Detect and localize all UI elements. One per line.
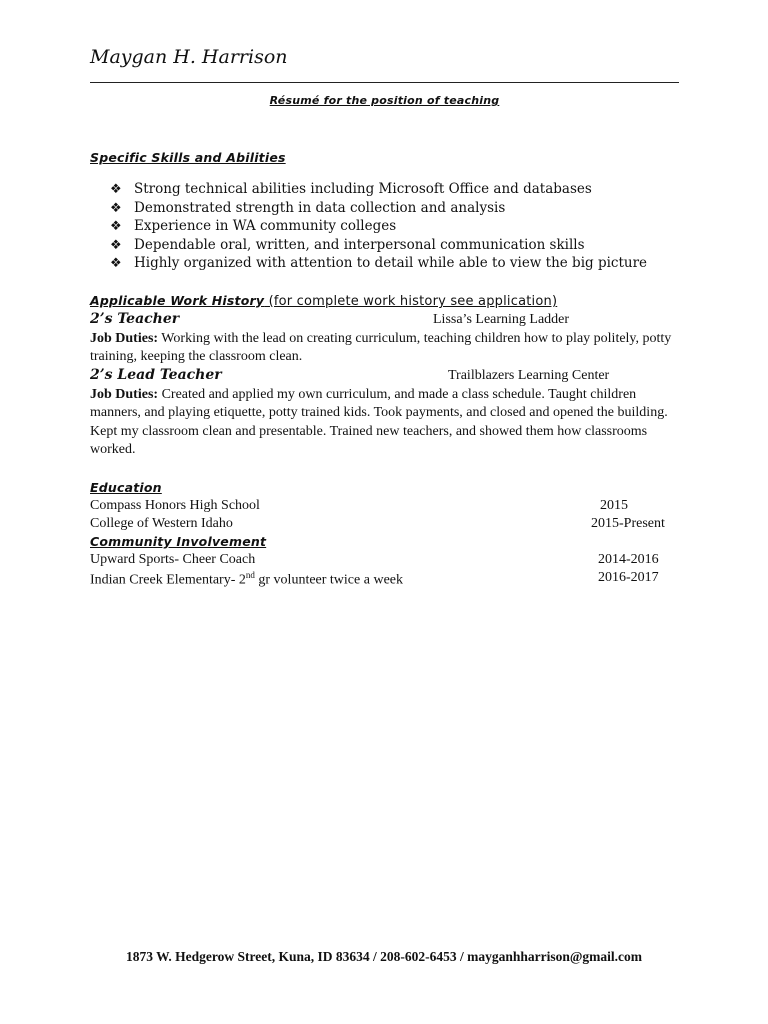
duties-label: Job Duties: [90, 331, 159, 346]
list-item [110, 199, 647, 218]
community-item-name-part: gr volunteer twice a week [254, 572, 403, 588]
job-employer: Lissa’s Learning Ladder [433, 312, 570, 327]
job-duties [90, 330, 690, 367]
list-item [110, 236, 647, 255]
community-heading: Community Involvement [90, 534, 267, 549]
skill-text: Experience in WA community colleges [134, 218, 397, 235]
list-item [110, 254, 647, 273]
community-item-name: Upward Sports- Cheer Coach [90, 552, 256, 567]
education-item-years: 2015 [600, 498, 628, 513]
community-item-name [90, 570, 403, 589]
community-item-name-part: Indian Creek Elementary- 2 [90, 572, 246, 588]
job-title: 2’s Lead Teacher [90, 367, 222, 383]
duties-text: Working with the lead on creating curriculum, teaching children how to play politely, potty training, keeping the classroom clean. [90, 331, 672, 365]
list-item [110, 217, 647, 236]
work-history-title: Applicable Work History [90, 293, 265, 308]
diamond-bullet-icon: ❖ [110, 182, 122, 197]
applicant-name: Maygan H. Harrison [90, 46, 288, 68]
skill-text: Demonstrated strength in data collection and analysis [134, 199, 506, 216]
diamond-bullet-icon: ❖ [110, 256, 122, 272]
diamond-bullet-icon: ❖ [110, 200, 122, 216]
skill-text: Highly organized with attention to detail while able to view the big picture [134, 255, 648, 272]
skills-heading: Specific Skills and Abilities [90, 150, 286, 165]
job-title: 2’s Teacher [90, 311, 180, 327]
work-history-note: (for complete work history see application) [264, 294, 558, 309]
skill-text: Dependable oral, written, and interpersonal communication skills [134, 236, 585, 253]
header-divider [90, 82, 679, 83]
work-history-heading [90, 293, 557, 309]
job-duties [90, 386, 690, 460]
education-heading: Education [90, 480, 162, 495]
education-item-years: 2015-Present [591, 516, 665, 531]
resume-subtitle: Résumé for the position of teaching [269, 94, 500, 107]
skills-list [110, 180, 647, 273]
job-employer: Trailblazers Learning Center [448, 368, 610, 383]
diamond-bullet-icon: ❖ [110, 219, 122, 235]
community-item-years: 2014-2016 [598, 552, 659, 567]
community-item-years: 2016-2017 [598, 570, 659, 585]
diamond-bullet-icon: ❖ [110, 237, 122, 253]
education-item-name: Compass Honors High School [90, 498, 260, 513]
skill-text: Strong technical abilities including Microsoft Office and databases [134, 181, 592, 197]
contact-footer: 1873 W. Hedgerow Street, Kuna, ID 83634 / 208-602-6453 / mayganhharrison@gmail.com [125, 949, 643, 964]
list-item [110, 180, 647, 199]
education-item-name: College of Western Idaho [90, 516, 233, 531]
ordinal-suffix: nd [245, 570, 255, 580]
duties-text: Created and applied my own curriculum, and made a class schedule. Taught children manners, and playing etiquette, potty trained kids. Took payments, and closed and opened the building. Kept my classroom clean and presentable. Trained new teachers, and showed them how classrooms worked. [90, 387, 668, 458]
duties-label: Job Duties: [90, 387, 159, 402]
